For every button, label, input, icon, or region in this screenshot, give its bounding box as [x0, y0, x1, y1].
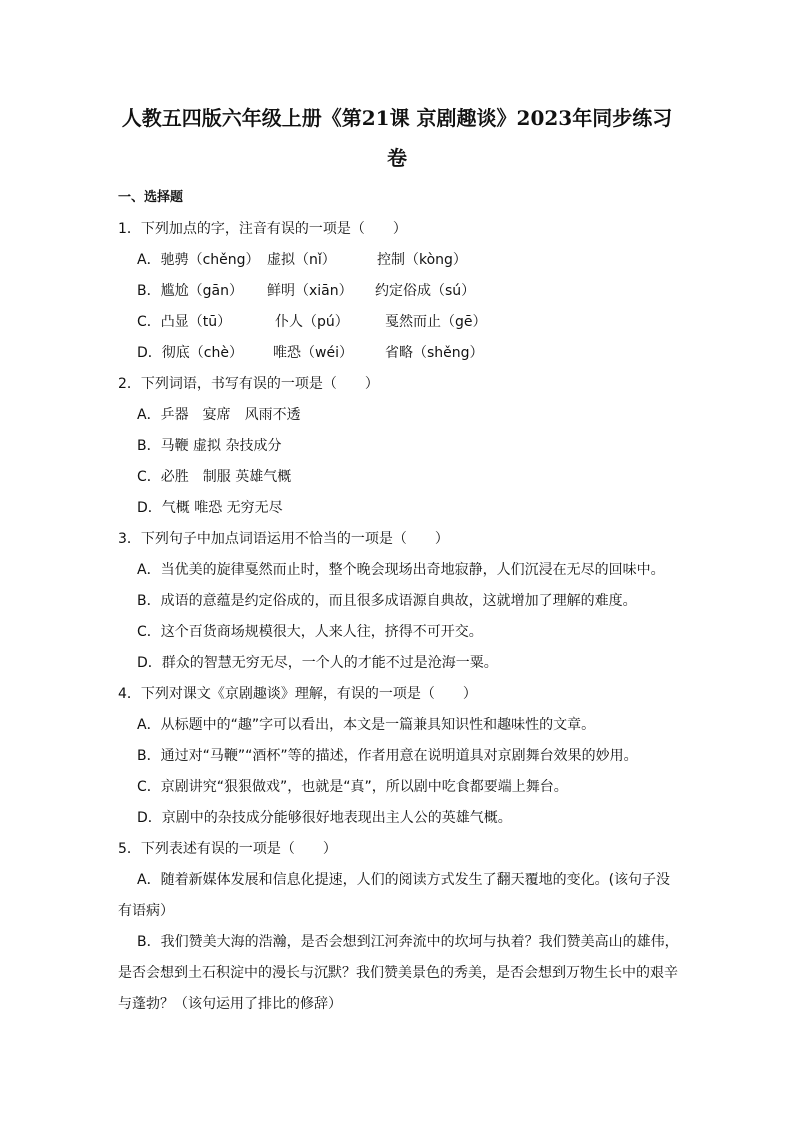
q1-b-item-1: B．尴尬（gān）	[137, 283, 243, 299]
title-line-2: 卷	[387, 146, 407, 170]
q5-option-a-line-2: 有语病）	[118, 903, 174, 919]
section-heading: 一、选择题	[118, 190, 184, 205]
q4-option-b: B．通过对“马鞭”“酒杯”等的描述，作者用意在说明道具对京剧舞台效果的妙用。	[137, 748, 638, 764]
q3-option-a: A．当优美的旋律戛然而止时，整个晚会现场出奇地寂静，人们沉浸在无尽的回味中。	[137, 562, 665, 578]
q2-option-b: B．马鞭 虚拟 杂技成分	[137, 438, 282, 454]
q5-option-b-line-2: 是否会想到土石积淀中的漫长与沉默？我们赞美景色的秀美，是否会想到万物生长中的艰辛	[118, 965, 678, 981]
q2-option-d: D．气概 唯恐 无穷无尽	[137, 500, 283, 516]
q1-a-item-1: A．驰骋（chěng）	[137, 252, 260, 268]
q1-d-item-3: 省略（shěng）	[385, 345, 484, 361]
q1-d-item-2: 唯恐（wéi）	[273, 345, 353, 361]
q3-option-b: B．成语的意蕴是约定俗成的，而且很多成语源自典故，这就增加了理解的难度。	[137, 593, 637, 609]
q1-option-b	[137, 280, 475, 300]
q3-option-c: C．这个百货商场规模很大，人来人往，挤得不可开交。	[137, 624, 483, 640]
q4-option-d: D．京剧中的杂技成分能够很好地表现出主人公的英雄气概。	[137, 810, 512, 826]
q1-a-item-2: 虚拟（nǐ）	[267, 252, 336, 268]
question-4-stem: 4．下列对课文《京剧趣谈》理解，有误的一项是（ ）	[118, 686, 477, 702]
q2-option-a: A．乒器 宴席 风雨不透	[137, 407, 301, 423]
title-line-1: 人教五四版六年级上册《第21课 京剧趣谈》2023年同步练习	[121, 106, 673, 130]
question-2-stem: 2．下列词语，书写有误的一项是（ ）	[118, 376, 379, 392]
q3-option-d: D．群众的智慧无穷无尽，一个人的才能不过是沧海一粟。	[137, 655, 498, 671]
q1-d-item-1: D．彻底（chè）	[137, 345, 243, 361]
document-title	[110, 98, 684, 178]
q2-option-c: C．必胜 制服 英雄气概	[137, 469, 292, 485]
question-3-stem: 3．下列句子中加点词语运用不恰当的一项是（ ）	[118, 531, 449, 547]
q1-c-item-2: 仆人（pú）	[275, 314, 349, 330]
q1-c-item-1: C．凸显（tū）	[137, 314, 232, 330]
q5-option-b-line-3: 与蓬勃？（该句运用了排比的修辞）	[118, 996, 342, 1012]
q1-option-a	[137, 249, 467, 269]
q1-a-item-3: 控制（kòng）	[377, 252, 467, 268]
q4-option-c: C．京剧讲究“狠狠做戏”，也就是“真”，所以剧中吃食都要端上舞台。	[137, 779, 568, 795]
q5-option-a-line-1: A．随着新媒体发展和信息化提速，人们的阅读方式发生了翻天覆地的变化。(该句子没	[137, 872, 671, 888]
q1-c-item-3: 戛然而止（gē）	[385, 314, 487, 330]
q5-option-b-line-1: B．我们赞美大海的浩瀚，是否会想到江河奔流中的坎坷与执着？我们赞美高山的雄伟，	[137, 934, 679, 950]
q1-b-item-2: 鲜明（xiān）	[267, 283, 353, 299]
q1-b-item-3: 约定俗成（sú）	[375, 283, 476, 299]
q1-option-d	[137, 342, 484, 362]
question-5-stem: 5．下列表述有误的一项是（ ）	[118, 841, 337, 857]
q4-option-a: A．从标题中的“趣”字可以看出，本文是一篇兼具知识性和趣味性的文章。	[137, 717, 596, 733]
question-1-stem: 1．下列加点的字，注音有误的一项是（ ）	[118, 221, 407, 237]
q1-option-c	[137, 311, 487, 331]
